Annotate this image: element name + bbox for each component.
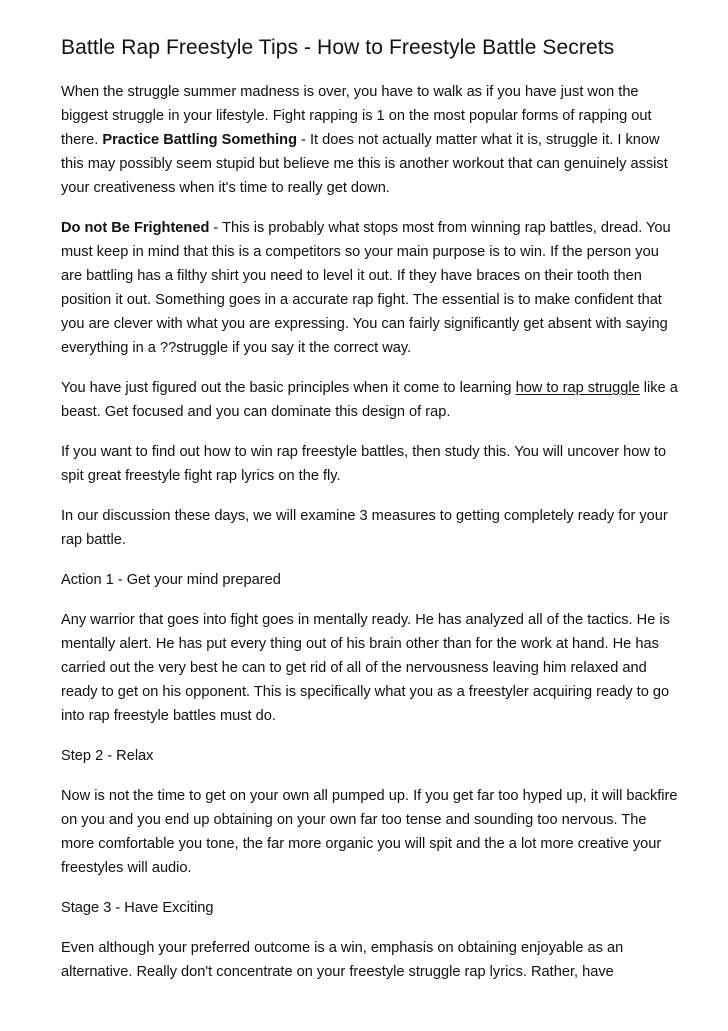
paragraph-text: - It does not actually matter what it is, struggle it. I know this may possibly seem stupid but believe me this is another workout that can genuinely assist your creativeness when it's time to really get down. [61,132,668,196]
section-heading-step-1: Action 1 - Get your mind prepared [61,572,281,588]
paragraph-step-2: Now is not the time to get on your own all pumped up. If you get far too hyped up, it will backfire on you and you end up obtaining on your own far too tense and sounding too nervous. The more comfortable you tone, the far more organic you will spit and the a lot more creative your freestyles will audio. [61,788,678,876]
paragraph-frightened [61,216,681,360]
bold-phrase: Practice Battling Something [102,132,297,148]
paragraph-step-3: Even although your preferred outcome is a win, emphasis on obtaining enjoyable as an alternative. Really don't concentrate on your freestyle struggle rap lyrics. Rather, have [61,940,624,980]
paragraph-text: You have just figured out the basic principles when it come to learning [61,380,516,396]
paragraph-text: When the struggle summer madness is over, you have to walk as if you have just won the biggest struggle in your lifestyle. Fight rapping is 1 on the most popular forms of rapping out there. [61,84,652,148]
rap-struggle-link[interactable]: how to rap struggle [515,380,640,396]
paragraph-intro [61,80,681,200]
section-heading-step-2: Step 2 - Relax [61,748,154,764]
paragraph-text: - This is probably what stops most from winning rap battles, dread. You must keep in mind that this is a competitors so your main purpose is to win. If the person you are battling has a filthy shirt you need to level it out. If they have braces on their tooth then position it out. Something goes in a accurate rap fight. The essential is to make confident that you are clever with what you are expressing. You can fairly significantly get absent with saying everything in a ??struggle if you say it the correct way. [61,220,671,356]
paragraph-win: If you want to find out how to win rap freestyle battles, then study this. You will uncover how to spit great freestyle fight rap lyrics on the fly. [61,444,667,484]
paragraph-discussion: In our discussion these days, we will examine 3 measures to getting completely ready for your rap battle. [61,508,668,548]
page-title: Battle Rap Freestyle Tips - How to Freestyle Battle Secrets [61,36,615,59]
paragraph-step-1: Any warrior that goes into fight goes in mentally ready. He has analyzed all of the tactics. He is mentally alert. He has put every thing out of his brain other than for the work at hand. He has carried out the very best he can to get rid of all of the nervousness leaving him relaxed and ready to get on his opponent. This is specifically what you as a freestyler acquiring ready to go into rap freestyle battles must do. [61,612,670,724]
paragraph-text: like a beast. Get focused and you can dominate this design of rap. [61,380,678,420]
bold-phrase: Do not Be Frightened [61,220,210,236]
document-page [61,34,681,1000]
paragraph-basics [61,376,681,424]
section-heading-step-3: Stage 3 - Have Exciting [61,900,214,916]
